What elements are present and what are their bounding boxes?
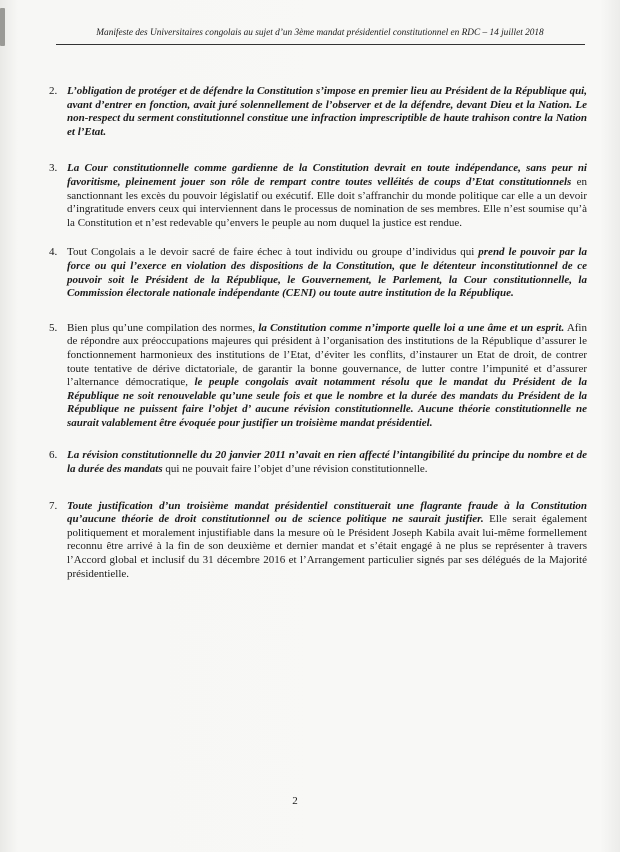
item-text: [67, 449, 587, 476]
item-number: 3.: [49, 162, 58, 175]
scan-edge-mark: [0, 8, 5, 46]
item-number: 5.: [49, 321, 58, 334]
item-number: 6.: [49, 449, 58, 462]
emphasized-text: la Constitution comme n’importe quelle loi a une âme et un esprit.: [258, 321, 565, 334]
item-text: [67, 85, 587, 139]
emphasized-text: L’obligation de protéger et de défendre la Constitution s’impose en premier lieu au Président de la République qui, avant d’entrer en fonction, avait juré solennellement de l’observer et de la défendre, devant Dieu et la Nation. Le non-respect du serment constitutionnel constitue une infraction imprescriptible de haute trahison contre la Nation et l’Etat.: [67, 85, 587, 138]
list-item: [49, 500, 587, 582]
list-item: [49, 162, 587, 230]
list-item: [49, 322, 587, 431]
emphasized-text: La révision constitutionnelle du 20 janvier 2011 n’avait en rien affecté l’intangibilité du principe du nombre et de la durée des mandats: [67, 449, 587, 476]
body-text: Elle serait également politiquement et moralement injustifiable dans la mesure où le Président Joseph Kabila avait lui-même formellement reconnu être arrivé à la fin de son deuxième et dernier mandat et s’était engagé à ne plus se représenter à travers l’Accord global et inclusif du 31 décembre 2016 et l’Arrangement particulier signés par ses délégués de la Majorité présidentielle.: [67, 513, 587, 580]
emphasized-text: La Cour constitutionnelle comme gardienne de la Constitution devrait en toute indépendance, sans peur ni favoritisme, pleinement jouer son rôle de rempart contre toutes velléités de coups d’Etat constitutionnels: [67, 162, 587, 188]
item-text: [67, 500, 587, 582]
item-text: [67, 322, 587, 431]
body-text: Tout Congolais a le devoir sacré de faire échec à tout individu ou groupe d’individus qui: [67, 246, 479, 259]
item-number: 7.: [49, 499, 58, 512]
list-item: [49, 449, 587, 476]
numbered-list: [49, 85, 587, 581]
item-number: 2.: [49, 85, 58, 97]
page-number: 2: [292, 795, 298, 807]
item-text: [67, 246, 587, 300]
item-text: [67, 162, 587, 230]
list-item: [49, 85, 587, 139]
body-text: Afin de répondre aux préoccupations majeures qui président à l’organisation des institutions de la République d’assurer le fonctionnement harmonieux des institutions de l’Etat, d’éviter les conflits, d’instaurer un Etat de droit, de contrer toute tentative de dérive dictatoriale, de garantir la bonne gouvernance, de lutter contre l’impunité et d’assurer l’alternance démocratique,: [67, 321, 587, 389]
emphasized-text: le peuple congolais avait notamment résolu que le mandat du Président de la République ne soit renouvelable qu’une seule fois et que le nombre et la durée des mandats du Président de la République ne puissent faire l’objet d’ aucune révision constitutionnelle. Aucune théorie constitutionnelle ne saurait valablement être évoquée pour justifier un troisième mandat présidentiel.: [67, 376, 587, 429]
item-number: 4.: [49, 246, 58, 259]
emphasized-text: Toute justification d’un troisième mandat présidentiel constituerait une flagrante fraude à la Constitution qu’aucune théorie de droit constitutionnel ou de science politique ne saurait justifier.: [67, 499, 587, 526]
body-text: Bien plus qu’une compilation des normes,: [67, 321, 259, 334]
body-text: qui ne pouvait faire l’objet d’une révision constitutionnelle.: [162, 463, 428, 476]
running-header: Manifeste des Universitaires congolais au sujet d’un 3ème mandat présidentiel constitutionnel en RDC – 14 juillet 2018: [96, 28, 544, 38]
list-item: [49, 246, 587, 300]
header-rule: [56, 44, 585, 45]
emphasized-text: prend le pouvoir par la force ou qui l’exerce en violation des dispositions de la Constitution, que le détenteur inconstitutionnel de ce pouvoir soit le Président de la République, le Gouvernement, le Parlement, la Cour constitutionnelle, la Commission électorale nationale indépendante (CENI) ou toute autre institution de la République.: [67, 246, 587, 300]
body-text: en sanctionnant les excès du pouvoir législatif ou exécutif. Elle doit s’affranchir du monde politique car elle a un devoir d’ingratitude envers ceux qui interviennent dans le processus de nomination de ses membres. Elle n’est soumise qu’à la Constitution et n’est redevable qu’envers le peuple au nom duquel la justice est rendue.: [67, 175, 587, 229]
